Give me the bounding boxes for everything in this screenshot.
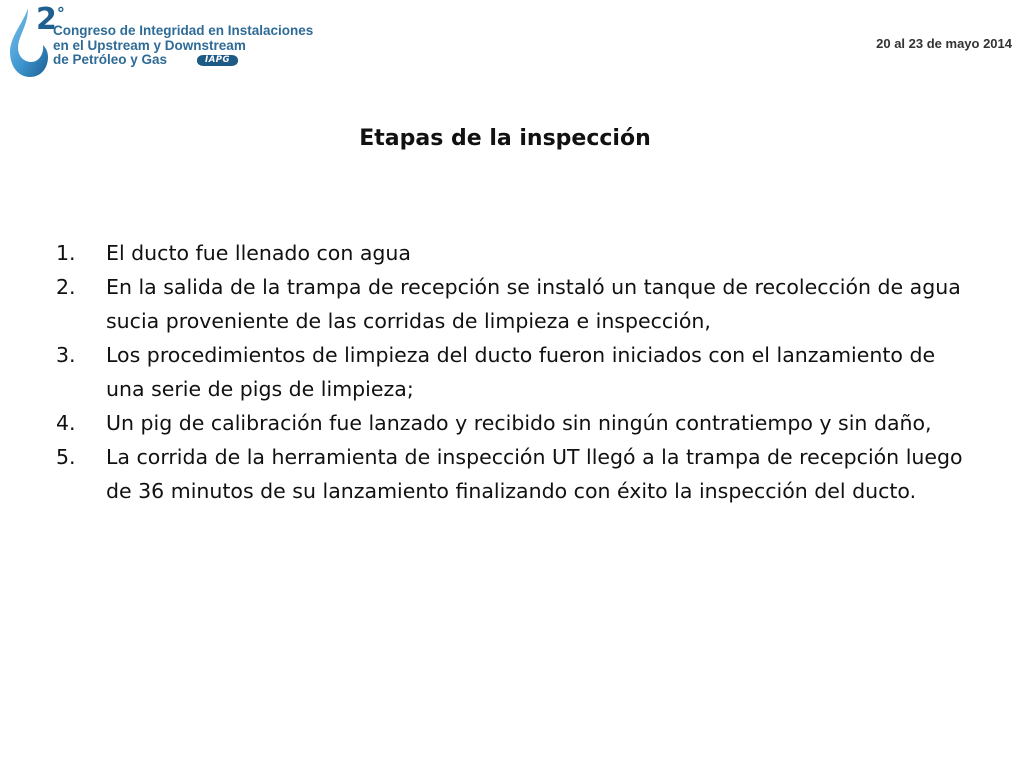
slide-header — [0, 0, 1024, 84]
list-item — [56, 406, 976, 440]
congress-title-line2: en el Upstream y Downstream — [53, 37, 246, 53]
list-item — [56, 236, 976, 270]
list-item — [56, 440, 976, 508]
step-text: El ducto fue llenado con agua — [106, 241, 411, 265]
step-number: 2. — [56, 275, 76, 299]
congress-title — [53, 24, 313, 68]
step-number: 5. — [56, 445, 76, 469]
list-item — [56, 338, 976, 406]
congress-title-line1: Congreso de Integridad en Instalaciones — [53, 23, 314, 38]
step-number: 1. — [56, 241, 76, 265]
event-date: 20 al 23 de mayo 2014 — [876, 36, 1012, 51]
step-number: 4. — [56, 411, 76, 435]
congress-edition-number: 2° — [36, 2, 64, 37]
congress-title-line3: de Petróleo y Gas — [53, 52, 168, 67]
inspection-steps-list — [56, 236, 976, 508]
congress-title-line3-row — [53, 53, 313, 68]
step-text: Un pig de calibración fue lanzado y recibido sin ningún contratiempo y sin daño, — [106, 411, 932, 435]
ordinal-mark: ° — [56, 4, 64, 23]
step-text: La corrida de la herramienta de inspección UT llegó a la trampa de recepción luego de 36 minutos de su lanzamiento finalizando con éxito la inspección del ducto. — [106, 445, 963, 503]
slide-title: Etapas de la inspección — [359, 126, 651, 151]
step-text: Los procedimientos de limpieza del ducto fueron iniciados con el lanzamiento de una serie de pigs de limpieza; — [106, 343, 936, 401]
step-number: 3. — [56, 343, 76, 367]
list-item — [56, 270, 976, 338]
step-text: En la salida de la trampa de recepción se instaló un tanque de recolección de agua sucia proveniente de las corridas de limpieza e inspección, — [106, 275, 961, 333]
iapg-badge-logo: IAPG — [197, 55, 238, 66]
